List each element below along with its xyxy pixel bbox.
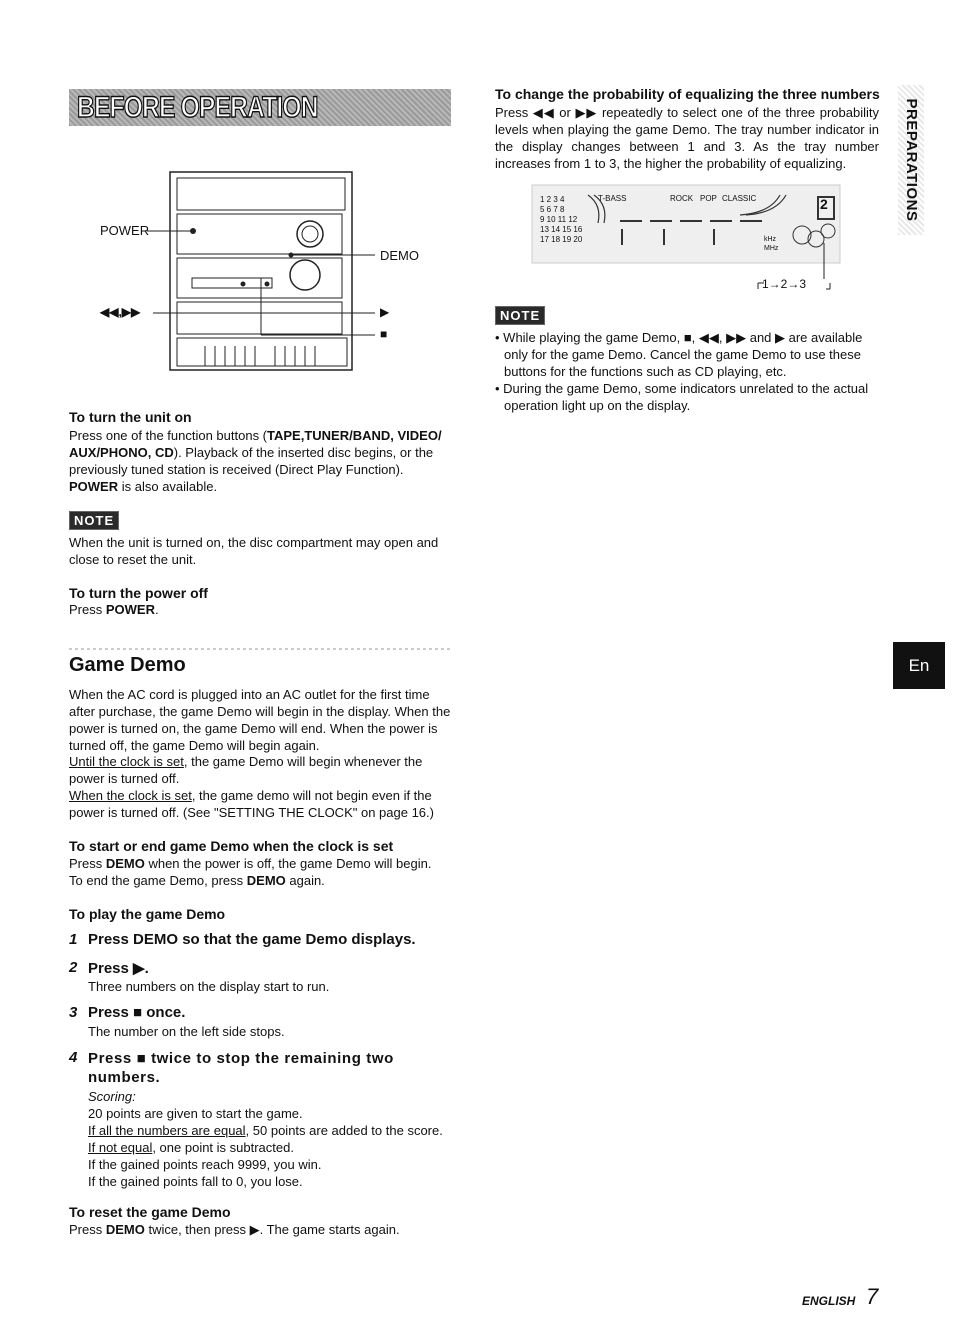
play-label: ▶ xyxy=(380,305,390,319)
side-tab-label: PREPARATIONS xyxy=(903,98,920,222)
classic-indicator: CLASSIC xyxy=(722,194,757,203)
step-3-text: Press ■ once. xyxy=(88,1004,186,1021)
step-4: 4 xyxy=(69,1049,78,1066)
footer-language: ENGLISH xyxy=(802,1294,856,1308)
probability-heading: To change the probability of equalizing the three numbers xyxy=(495,86,880,102)
step-2-detail: Three numbers on the display start to run. xyxy=(88,979,330,994)
tbass-indicator: T-BASS xyxy=(598,194,627,203)
tray-numbers: 1 2 3 4 5 6 7 8 9 10 11 12 13 14 15 16 17 18 19 20 xyxy=(540,195,583,244)
step-2: 2 xyxy=(69,959,78,976)
page-title: BEFORE OPERATION xyxy=(77,91,318,124)
reset-text: Press DEMO twice, then press ▶. The game starts again. xyxy=(69,1222,400,1237)
game-demo-intro: When the AC cord is plugged into an AC outlet for the first time after purchase, the game Demo will begin in the display. When the power is turned on, the game Demo will end. When the power is turned off, the game Demo will begin again. xyxy=(69,687,451,753)
step-4-text: Press ■ twice to stop the remaining two numbers. xyxy=(88,1050,394,1086)
probability-text: Press ◀◀ or ▶▶ repeatedly to select one of the three probability levels when playing the game Demo. The tray number indicator in the display changes between 1 and 3. As the tray number increases from 1 to 3, the higher the probability of equalizing. xyxy=(495,105,879,171)
demo-label: DEMO xyxy=(380,248,419,263)
game-demo-title: Game Demo xyxy=(69,654,186,676)
turn-off-heading: To turn the power off xyxy=(69,585,208,601)
section-divider xyxy=(69,648,453,650)
skip-buttons-label: ◀◀,▶▶ xyxy=(100,305,141,319)
section-title-banner xyxy=(69,89,451,126)
tray-cycle-label: 1→2→3 xyxy=(762,277,807,291)
scoring-block: Scoring: 20 points are given to start the game. If all the numbers are equal, 50 points are added to the score. If not equal, one point is subtracted. If the gained points reach 9999, you win. If the gained points fall to 0, you lose. xyxy=(88,1089,443,1189)
tray-digit-indicator: 2 xyxy=(820,196,828,212)
turn-off-text: Press POWER. xyxy=(69,602,159,617)
note-badge: NOTE xyxy=(69,511,119,530)
stereo-unit-diagram xyxy=(95,170,405,382)
pop-indicator: POP xyxy=(700,194,717,203)
note-text: When the unit is turned on, the disc compartment may open and close to reset the unit. xyxy=(69,535,439,567)
start-end-heading: To start or end game Demo when the clock is set xyxy=(69,838,394,854)
note-2-bullets: • While playing the game Demo, ■, ◀◀, ▶▶ and ▶ are available only for the game Demo. Cancel the game Demo to use these buttons for the functions such as CD playing, etc. • During the game Demo, some indicators unrelated to the actual operation light up on the display. xyxy=(495,330,869,413)
section-side-tab xyxy=(898,85,924,235)
clock-set-text: When the clock is set, the game demo will not begin even if the power is turned off. (See "SETTING THE CLOCK" on page 16.) xyxy=(69,788,434,820)
turn-on-text: Press one of the function buttons (TAPE,TUNER/BAND, VIDEO/ AUX/PHONO, CD). Playback of the inserted disc begins, or the previously tuned station is received (Direct Play Function). POWER is also available. xyxy=(69,428,442,494)
turn-on-heading: To turn the unit on xyxy=(69,409,192,425)
stop-label: ■ xyxy=(380,327,388,341)
reset-heading: To reset the game Demo xyxy=(69,1204,231,1220)
step-1: 1 xyxy=(69,931,78,948)
clock-not-set-text: Until the clock is set, the game Demo will begin whenever the power is turned off. xyxy=(69,754,423,786)
step-3-detail: The number on the left side stops. xyxy=(88,1024,285,1039)
step-2-text: Press ▶. xyxy=(88,960,149,977)
play-heading: To play the game Demo xyxy=(69,906,226,922)
power-label: POWER xyxy=(100,223,150,238)
step-3: 3 xyxy=(69,1004,78,1021)
language-tab: En xyxy=(893,642,945,689)
mhz-indicator: MHz xyxy=(764,245,779,252)
note-badge-2: NOTE xyxy=(495,306,545,325)
rock-indicator: ROCK xyxy=(670,194,694,203)
start-end-text: Press DEMO when the power is off, the game Demo will begin. To end the game Demo, press DEMO again. xyxy=(69,856,432,888)
khz-indicator: kHz xyxy=(764,236,777,243)
page-number: 7 xyxy=(866,1284,879,1309)
step-1-text: Press DEMO so that the game Demo displays. xyxy=(88,931,416,948)
